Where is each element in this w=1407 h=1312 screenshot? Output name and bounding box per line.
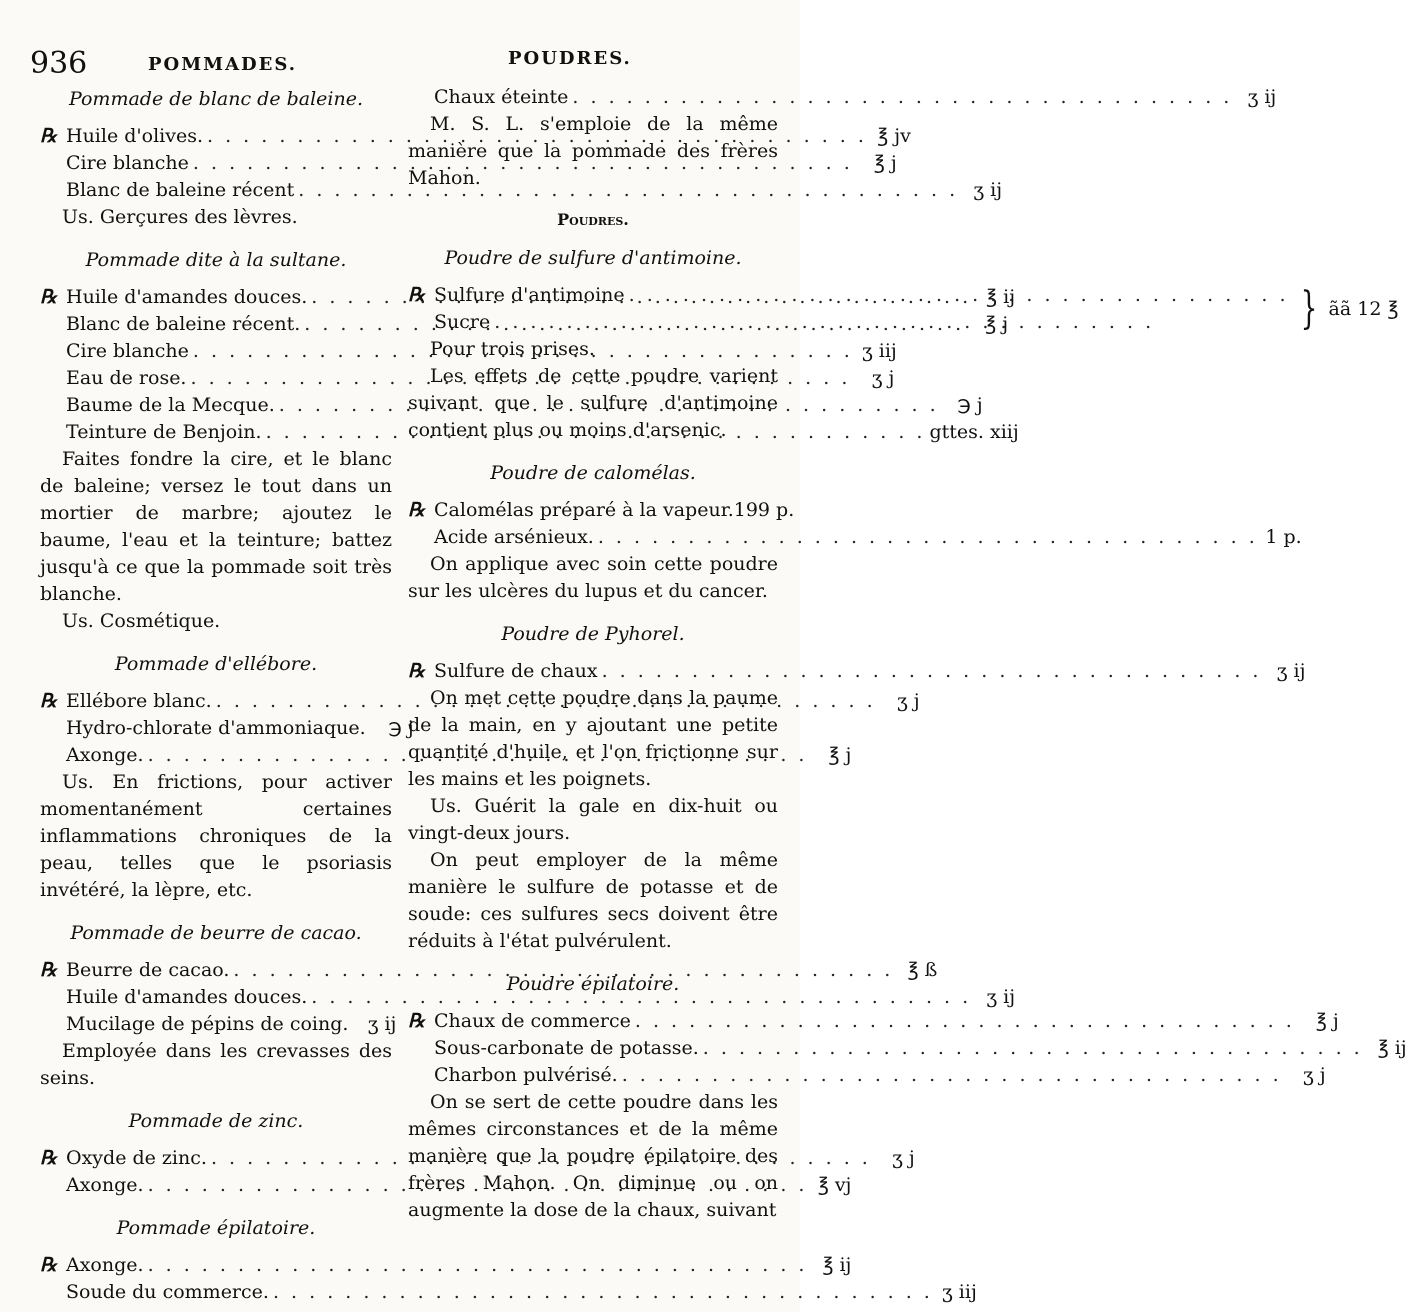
ingredient-row [40, 365, 895, 392]
body-text: Faites fondre la cire, et le blanc de baleine; versez le tout dans un mortier de marbre; ajoutez le baume, l'eau et la teinture; battez jusqu'à ce que la pommade soit très blanche. [40, 448, 392, 605]
usage-note: Us. Cosmétique. [62, 610, 221, 632]
dot-leader [273, 1279, 933, 1306]
ingredient-row [40, 1172, 852, 1199]
dot-leader [148, 1252, 808, 1279]
section-heading: Poudres. [557, 210, 629, 229]
ingredient-name: Blanc de baleine récent [66, 179, 295, 201]
ingredient-name: Axonge. [66, 744, 144, 766]
ingredient-qty: ℈ j [957, 394, 983, 416]
ingredient-row [408, 1062, 1326, 1089]
dot-leader [494, 309, 1288, 336]
page-number: 936 [30, 46, 88, 81]
ingredient-row [40, 1279, 977, 1306]
ingredient-qty: ℥ j [1315, 1010, 1339, 1032]
ingredient-qty: ʒ iij [942, 1281, 977, 1303]
recipe-symbol: ℞ [40, 959, 58, 981]
section-title: Pommade de blanc de baleine. [68, 88, 364, 110]
usage-note: Us. Gerçures des lèvres. [62, 206, 298, 228]
ingredient-name: Charbon pulvérisé. [434, 1064, 618, 1086]
dot-leader [635, 1008, 1295, 1035]
ingredient-row [408, 524, 1302, 551]
ingredient-qty: ʒ j [871, 367, 895, 389]
recipe-symbol: ℞ [408, 499, 426, 521]
usage-note: Pour trois prises. [430, 338, 595, 360]
section-title: Pommade de beurre de cacao. [70, 922, 362, 944]
ingredient-name: Huile d'amandes douces. [66, 986, 308, 1008]
dot-leader [703, 1035, 1363, 1062]
body-text: On applique avec soin cette poudre sur les ulcères du lupus et du cancer. [408, 553, 778, 602]
ingredient-qty: ℥ ß [907, 959, 938, 981]
ingredient-row [40, 742, 852, 769]
ingredient-name: Axonge. [66, 1174, 144, 1196]
ingredient-row [40, 177, 1003, 204]
ingredient-qty: ℥ ij [1377, 1037, 1407, 1059]
ingredient-name: Huile d'amandes douces. [66, 286, 308, 308]
ingredient-row [40, 715, 414, 742]
ingredient-name: Sulfure d'antimoine [434, 284, 625, 306]
recipe-symbol: ℞ [408, 660, 426, 682]
dot-leader [572, 84, 1232, 111]
ingredient-name: Oxyde de zinc. [66, 1147, 207, 1169]
ingredient-qty: gttes. xiij [929, 421, 1019, 443]
recipe-symbol: ℞ [40, 690, 58, 712]
section-title: Poudre de Pyhorel. [501, 623, 685, 645]
section-title: Poudre épilatoire. [506, 973, 680, 995]
ingredient-row [40, 419, 1019, 446]
ingredient-qty: ℥ vj [817, 1174, 852, 1196]
ingredient-name: Acide arsénieux. [434, 526, 594, 548]
ingredient-name: Sulfure de chaux [434, 660, 598, 682]
ingredient-name: Teinture de Benjoin. [66, 421, 262, 443]
ingredient-row [40, 1252, 852, 1279]
ingredient-name: Cire blanche [66, 152, 189, 174]
dot-leader [602, 658, 1262, 685]
section-title: Poudre de sulfure d'antimoine. [444, 247, 742, 269]
ingredient-row [408, 658, 1306, 685]
body-text: On se sert de cette poudre dans les mêmes circonstances et de la même manière que la poudre épilatoire des frères Mahon. On diminue ou on augmente la dose de la chaux, suivant [408, 1091, 778, 1221]
ingredient-qty: ãã 12 ℥ [1328, 297, 1399, 320]
body-text: On peut employer de la même manière le sulfure de potasse et de soude: ces sulfures secs doivent être réduits à l'état pulvérulent. [408, 849, 778, 952]
ingredient-qty: ℥ j [828, 744, 852, 766]
ingredient-qty: 199 p. [733, 499, 795, 521]
section-title: Pommade de zinc. [128, 1110, 304, 1132]
recipe-symbol: ℞ [40, 125, 58, 147]
recipe-symbol: ℞ [40, 286, 58, 308]
ingredient-qty: ʒ ij [973, 179, 1003, 201]
ingredient-row [40, 688, 920, 715]
ingredient-qty: ℈ j [388, 717, 414, 739]
ingredient-qty: ℥ ij [822, 1254, 852, 1276]
ingredient-name: Baume de la Mecque. [66, 394, 275, 416]
ingredient-name: Hydro-chlorate d'ammoniaque. [66, 717, 366, 739]
ingredient-row [408, 1035, 1407, 1062]
dot-leader [598, 524, 1258, 551]
ingredient-row [40, 150, 897, 177]
ingredient-name: Cire blanche [66, 340, 189, 362]
dot-leader [622, 1062, 1282, 1089]
recipe-symbol: ℞ [40, 1254, 58, 1276]
page-header [0, 40, 800, 80]
ingredient-qty: ʒ ij [1276, 660, 1306, 682]
ingredient-qty: ℥ j [873, 152, 897, 174]
ingredient-row [40, 1011, 397, 1038]
ingredient-qty: ʒ iij [861, 340, 897, 362]
ingredient-qty: ℥ ij [986, 286, 1016, 308]
recipe-symbol: ℞ [408, 1010, 426, 1032]
ingredient-name: Huile d'olives. [66, 125, 203, 147]
right-running-head: POUDRES. [508, 48, 632, 69]
ingredient-name: Soude du commerce. [66, 1281, 269, 1303]
ingredient-row [40, 1145, 915, 1172]
ingredient-row [408, 1008, 1339, 1035]
body-text: On met cette poudre dans la paume de la main, en y ajoutant une petite quantité d'huile, et l'on frictionne sur les mains et les poignets. [408, 687, 778, 790]
ingredient-name: Beurre de cacao. [66, 959, 230, 981]
recipe-symbol: ℞ [408, 284, 426, 306]
ingredient-name: Mucilage de pépins de coing. [66, 1013, 349, 1035]
ingredient-row [408, 309, 1293, 336]
ingredient-name: Blanc de baleine récent. [66, 313, 301, 335]
ingredient-name: Ellébore blanc. [66, 690, 212, 712]
body-text: Us. Guérit la gale en dix-huit ou vingt-deux jours. [408, 795, 778, 844]
ingredient-name: Eau de rose. [66, 367, 187, 389]
ingredient-qty: ℥ j [985, 313, 1009, 335]
ingredient-row [40, 123, 911, 150]
ingredient-qty: ℥ jv [877, 125, 911, 147]
ingredient-qty: 1 p. [1265, 526, 1302, 548]
ingredient-qty: ʒ j [1302, 1064, 1326, 1086]
ingredient-row [408, 497, 795, 524]
recipe-symbol: ℞ [40, 1147, 58, 1169]
ingredient-qty: ʒ j [892, 1147, 915, 1169]
ingredient-name: Sous-carbonate de potasse. [434, 1037, 699, 1059]
body-text: Employée dans les crevasses des seins. [40, 1040, 392, 1089]
section-title: Pommade d'ellébore. [114, 653, 318, 675]
ingredient-row [408, 282, 1293, 309]
ingredient-row [408, 84, 1277, 111]
ingredient-name: Axonge. [66, 1254, 144, 1276]
dot-leader [629, 282, 1289, 309]
ingredient-qty: ʒ ij [367, 1013, 397, 1035]
ingredient-qty: ʒ j [896, 690, 920, 712]
ingredient-name: Chaux de commerce [434, 1010, 631, 1032]
body-text: M. S. L. s'emploie de la même manière que la pommade des frères Mahon. [408, 113, 778, 189]
ingredient-name: Calomélas préparé à la vapeur. [434, 499, 734, 521]
brace-symbol: } [1300, 283, 1317, 334]
section-title: Pommade épilatoire. [116, 1217, 316, 1239]
ingredient-name: Chaux éteinte [434, 86, 569, 108]
body-text: Les effets de cette poudre varient suivant que le sulfure d'antimoine contient plus ou moins d'arsenic. [408, 365, 778, 441]
ingredient-name: Sucre [434, 311, 491, 333]
ingredient-row [40, 392, 983, 419]
left-running-head: POMMADES. [148, 54, 297, 75]
section-title: Poudre de calomélas. [490, 462, 696, 484]
ingredient-qty: ʒ ij [986, 986, 1016, 1008]
section-title: Pommade dite à la sultane. [85, 249, 347, 271]
ingredient-qty: ʒ ij [1247, 86, 1277, 108]
body-text: Us. En frictions, pour activer momentanément certaines inflammations chroniques de la peau, telles que le psoriasis invétéré, la lèpre, etc. [40, 771, 392, 901]
